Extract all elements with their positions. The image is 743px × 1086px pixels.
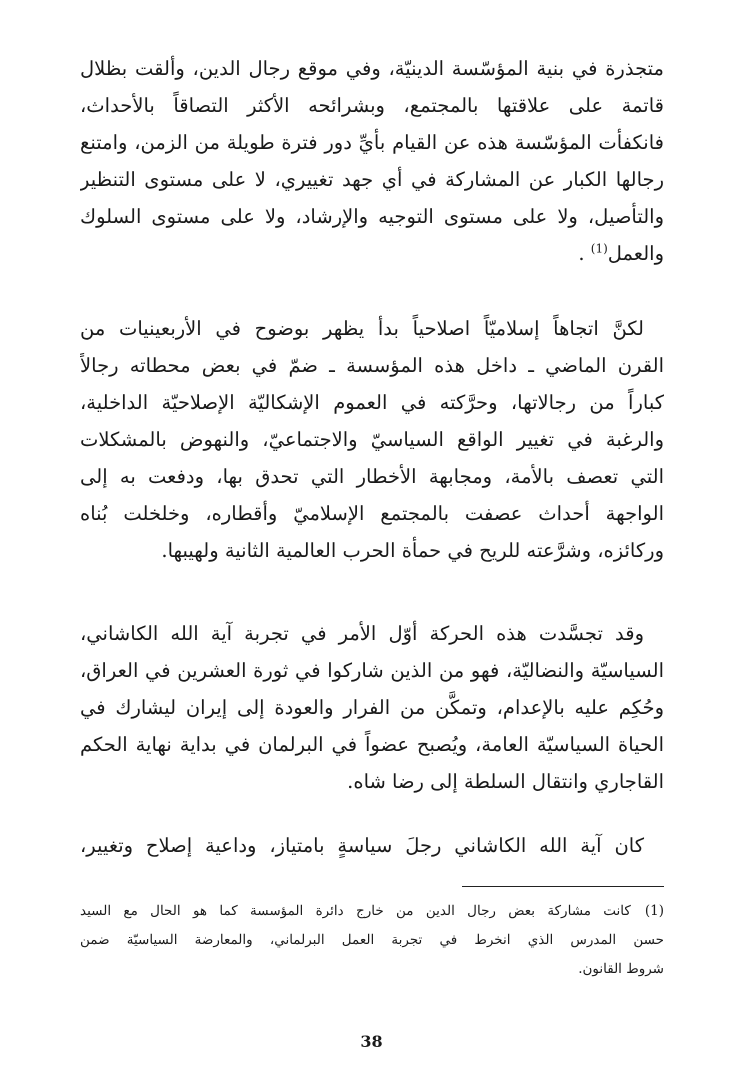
paragraph-1 — [80, 50, 664, 272]
last-line-text: والعمل — [607, 242, 664, 265]
text-line: رجالها الكبار عن المشاركة في أي جهد تغييري، لا على مستوى التنظير — [80, 168, 664, 191]
text-line: كباراً من رجالاتها، وحرَّكته في العموم الإشكاليّة الإصلاحيّة الداخلية، — [80, 391, 664, 414]
footnote-line: حسن المدرس الذي انخرط في تجربة العمل البرلماني، والمعارضة السياسيّة ضمن — [80, 932, 664, 948]
footnotes — [80, 897, 664, 984]
text-line: قاتمة على علاقتها بالمجتمع، وبشرائحه الأكثر التصاقاً بالأحداث، — [80, 94, 664, 117]
text-line: والتأصيل، ولا على مستوى التوجيه والإرشاد، ولا على مستوى السلوك — [80, 205, 664, 228]
text-line-last: القاجاري وانتقال السلطة إلى رضا شاه. — [347, 770, 664, 793]
text-line: وقد تجسَّدت هذه الحركة أوّل الأمر في تجربة آية الله الكاشاني، — [80, 622, 644, 645]
text-line: متجذرة في بنية المؤسّسة الدينيّة، وفي موقع رجال الدين، وألقت بظلال — [80, 57, 664, 80]
text-line-last — [80, 235, 664, 272]
footnote-line-last: شروط القانون. — [578, 961, 664, 977]
text-line: السياسيّة والنضاليّة، فهو من الذين شاركوا في ثورة العشرين في العراق، — [80, 659, 664, 682]
footnote-separator — [462, 886, 664, 887]
text-line: فانكفأت المؤسّسة هذه عن القيام بأيِّ دور فترة طويلة من الزمن، وامتنع — [80, 131, 664, 154]
text-line: الواجهة أحداث عصفت بالمجتمع الإسلاميّ وأقطاره، وخلخلت بُناه — [80, 502, 664, 525]
text-line: التي تعصف بالأمة، ومجابهة الأخطار التي تحدق بها، ودفعت به إلى — [80, 465, 664, 488]
sentence-end: . — [578, 242, 585, 265]
paragraph-4 — [80, 827, 664, 864]
text-line: والرغبة في تغيير الواقع السياسيّ والاجتماعيّ، والنهوض بالمشكلات — [80, 428, 664, 451]
paragraph-2 — [80, 310, 664, 569]
page-number: 38 — [360, 1032, 383, 1051]
footnote-text: كانت مشاركة بعض رجال الدين من خارج دائرة المؤسسة كما هو الحال مع السيد — [80, 903, 631, 919]
text-line: كان آية الله الكاشاني رجلَ سياسةٍ بامتياز، وداعية إصلاح وتغيير، — [80, 834, 644, 857]
text-line-last: وركائزه، وشرَّعته للريح في حمأة الحرب العالمية الثانية ولهيبها. — [161, 539, 664, 562]
text-line: الحياة السياسيّة العامة، ويُصبح عضواً في البرلمان في بداية نهاية الحكم — [80, 733, 664, 756]
footnote-line — [80, 897, 664, 926]
text-line: القرن الماضي ـ داخل هذه المؤسسة ـ ضمّ في بعض محطاته رجالاً — [80, 354, 664, 377]
text-line: لكنَّ اتجاهاً إسلاميّاً اصلاحياً بدأ يظهر بوضوح في الأربعينيات من — [80, 317, 644, 340]
footnote-reference[interactable]: (1) — [590, 241, 608, 256]
text-line: وحُكِم عليه بالإعدام، وتمكَّن من الفرار والعودة إلى إيران ليشارك في — [80, 696, 664, 719]
footnote-marker: (1) — [644, 903, 664, 919]
paragraph-3 — [80, 615, 664, 800]
